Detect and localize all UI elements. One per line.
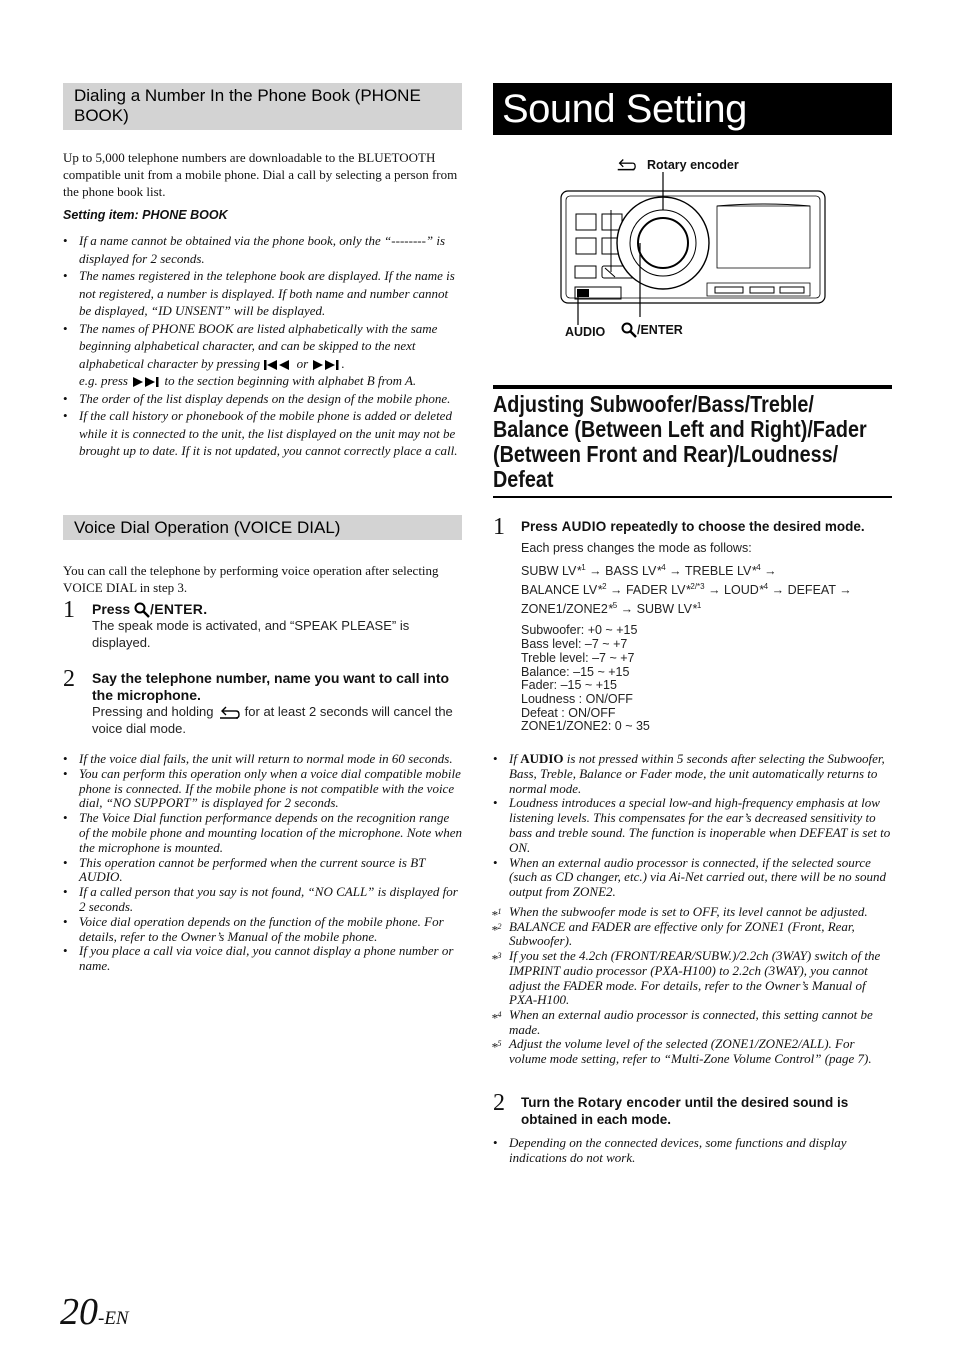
footnote: *$^3$ If you set the 4.2ch (FRONT/REAR/SUBW.)/2.2ch (3WAY) switch of the IMPRINT audio processor (PXA-H100) to 2.2ch (3WAY), you cannot adjust the FADER mode. For details, refer to the Owner’s Manual of PXA-H100. [491,948,881,1008]
skip-back-icon [263,359,293,371]
step-text-b: until the desired sound is obtained in each mode. [521,1095,849,1127]
list-item: • Depending on the connected devices, some functions and display indications do not work. [493,1136,892,1166]
step-body-a: Pressing and holding [92,704,214,719]
mode-sequence [521,560,892,617]
step-press-text: Press [92,601,131,617]
list-item: • If AUDIO is not pressed within 5 seconds after selecting the Subwoofer, Bass, Treble, Balance or Fader mode, the unit automatically returns to normal mode. [493,752,892,796]
footnote: *$^2$ BALANCE and FADER are effective only for ZONE1 (Front, Rear, Subwoofer). [491,918,855,949]
step-text-b: repeatedly to choose the desired mode. [610,519,865,534]
voice-dial-intro: You can call the telephone by performing voice operation after selecting VOICE DIAL in step 3. [63,563,439,595]
search-icon [621,322,637,338]
phone-book-intro: Up to 5,000 telephone numbers are downloadable to the BLUETOOTH compatible unit from a mobile phone. Dial a call by selecting a person from the phone book list. [63,150,458,199]
adjust-notes [493,752,892,900]
adjust-heading [493,392,892,492]
footnote: *$^1$ When the subwoofer mode is set to OFF, its level cannot be adjusted. [491,904,868,923]
voice-dial-step-2 [63,666,462,737]
list-item: • Voice dial operation depends on the function of the mobile phone. For details, refer to the Owner’s Manual of the mobile phone. [63,915,462,945]
step-number: 1 [63,597,75,623]
step-body: Each press changes the mode as follows: [521,541,752,555]
list-item: • If a called person that you say is not found, “NO CALL” is displayed for 2 seconds. [63,885,462,915]
rotary-encoder-key-label: Rotary encoder [577,1095,681,1110]
list-item: • If you place a call via voice dial, you cannot display a phone number or name. [63,944,462,974]
heading-line: (Between Front and Rear)/Loudness/ [493,441,839,467]
return-arrow-icon [217,706,241,720]
adjust-heading-rule-bottom [493,496,892,498]
step-text-a: Press [521,519,558,534]
step-number: 2 [493,1090,505,1116]
enter-label: /ENTER [637,323,683,337]
audio-key-label: AUDIO [561,519,607,534]
rotary-encoder-label: Rotary encoder [647,158,739,172]
voice-dial-notes [63,752,462,974]
range-item: Subwoofer: +0 ~ +15 [521,623,638,638]
step-heading: Say the telephone number, name you want to call into the microphone. [92,670,450,703]
step-body-b: for at least 2 seconds will cancel the voice dial mode. [92,704,453,736]
list-item: • The order of the list display depends on the design of the mobile phone. [63,390,462,408]
search-icon [134,602,150,618]
phone-book-heading: Dialing a Number In the Phone Book (PHONE BOOK) [63,83,462,130]
voice-dial-step-1: 1 Press /ENTER. The speak mode is activated, and “SPEAK PLEASE” is displayed. [63,601,462,651]
sequence-line: SUBW LV*$^1$ → BASS LV*$^4$ → TREBLE LV*$^4$ → [521,563,777,579]
list-item: • The Voice Dial function performance depends on the recognition range of the mobile phone and mounting location of the microphone. Note when the microphone is mounted. [63,811,462,855]
step-body: The speak mode is activated, and “SPEAK PLEASE” is displayed. [92,618,410,650]
adjust-step-1 [493,514,892,734]
heading-line: Defeat [493,466,554,492]
list-item: • The names registered in the telephone book are displayed. If the name is not registered, a number is displayed. If both name and number cannot be displayed, “ID UNSENT” will be displayed. [63,267,462,320]
audio-key-label: AUDIO [520,751,564,766]
footnote: *$^5$ Adjust the volume level of the selected (ZONE1/ZONE2/ALL). For volume mode setting, refer to “Multi-Zone Volume Control” (page 7). [491,1036,872,1067]
left-column [63,83,462,460]
phone-book-notes [63,232,462,460]
heading-line: Balance (Between Left and Right)/Fader [493,416,867,442]
footnotes [493,905,892,1067]
page-number-suffix: -EN [98,1308,129,1329]
step-number: 1 [493,514,505,540]
page-number [60,1290,129,1334]
adjust-step-2 [493,1090,892,1128]
skip-forward-icon [311,359,341,371]
range-list [521,624,892,734]
sequence-line: BALANCE LV*$^2$ → FADER LV*$^{2/*3}$ → LOUD*$^4$ → DEFEAT → [521,582,852,598]
audio-label: AUDIO [565,325,606,339]
step-text-a: Turn the [521,1095,574,1110]
head-unit-drawing [555,150,845,345]
sequence-line: ZONE1/ZONE2*$^5$ → SUBW LV*$^1$ [521,601,702,617]
list-item: • If a name cannot be obtained via the phone book, only the “--------” is displayed for 2 seconds. [63,232,462,267]
heading-line: Adjusting Subwoofer/Bass/Treble/ [493,391,814,417]
range-item: Bass level: –7 ~ +7 [521,637,628,652]
range-item: ZONE1/ZONE2: 0 ~ 35 [521,719,650,734]
adjust-heading-rule-top [493,385,892,389]
range-item: Treble level: –7 ~ +7 [521,650,635,665]
final-note [493,1136,892,1166]
list-item: • Loudness introduces a special low-and high-frequency emphasis at low listening levels. This compensates for the ear’s decreased sensitivity to bass and treble sound. The function is inoperable when DEFEAT is set to ON. [493,796,892,855]
list-item: • The names of PHONE BOOK are listed alphabetically with the same beginning alphabetical character, and can be skipped to the next alphabetical character by pressing or . e.g. press to the section beginning with alphabet B from A. [63,320,462,390]
range-item: Fader: –15 ~ +15 [521,678,617,693]
list-item: • When an external audio processor is connected, if the selected source (such as CD changer, etc.) via Ai-Net carried out, there will be no sound output from ZONE2. [493,856,892,900]
skip-forward-icon [131,376,161,388]
list-item: • If the voice dial fails, the unit will return to normal mode in 60 seconds. [63,752,462,767]
footnote: *$^4$ When an external audio processor is connected, this setting cannot be made. [491,1006,873,1037]
voice-dial-heading: Voice Dial Operation (VOICE DIAL) [63,515,462,540]
list-item: • If the call history or phonebook of the mobile phone is added or deleted while it is connected to the unit, the list displayed on the unit may not be brought up to date. If it is not updated, you cannot correctly place a call. [63,407,462,460]
head-unit-diagram [555,150,845,345]
list-item: • You can perform this operation only when a voice dial compatible mobile phone is connected. If the mobile phone is not compatible with the voice dial, “NO SUPPORT” is displayed for 2 seconds. [63,767,462,811]
voice-dial-section [63,515,462,596]
page-number-value: 20 [60,1291,98,1333]
enter-key-label: /ENTER [150,601,204,617]
range-item: Defeat : ON/OFF [521,705,616,720]
step-number: 2 [63,666,75,692]
range-item: Loudness : ON/OFF [521,691,633,706]
list-item: • This operation cannot be performed when the current source is BT AUDIO. [63,856,462,886]
setting-item-label: Setting item: PHONE BOOK [63,208,228,222]
range-item: Balance: –15 ~ +15 [521,664,630,679]
enter-callout [621,321,683,339]
page-title: Sound Setting [493,83,892,135]
